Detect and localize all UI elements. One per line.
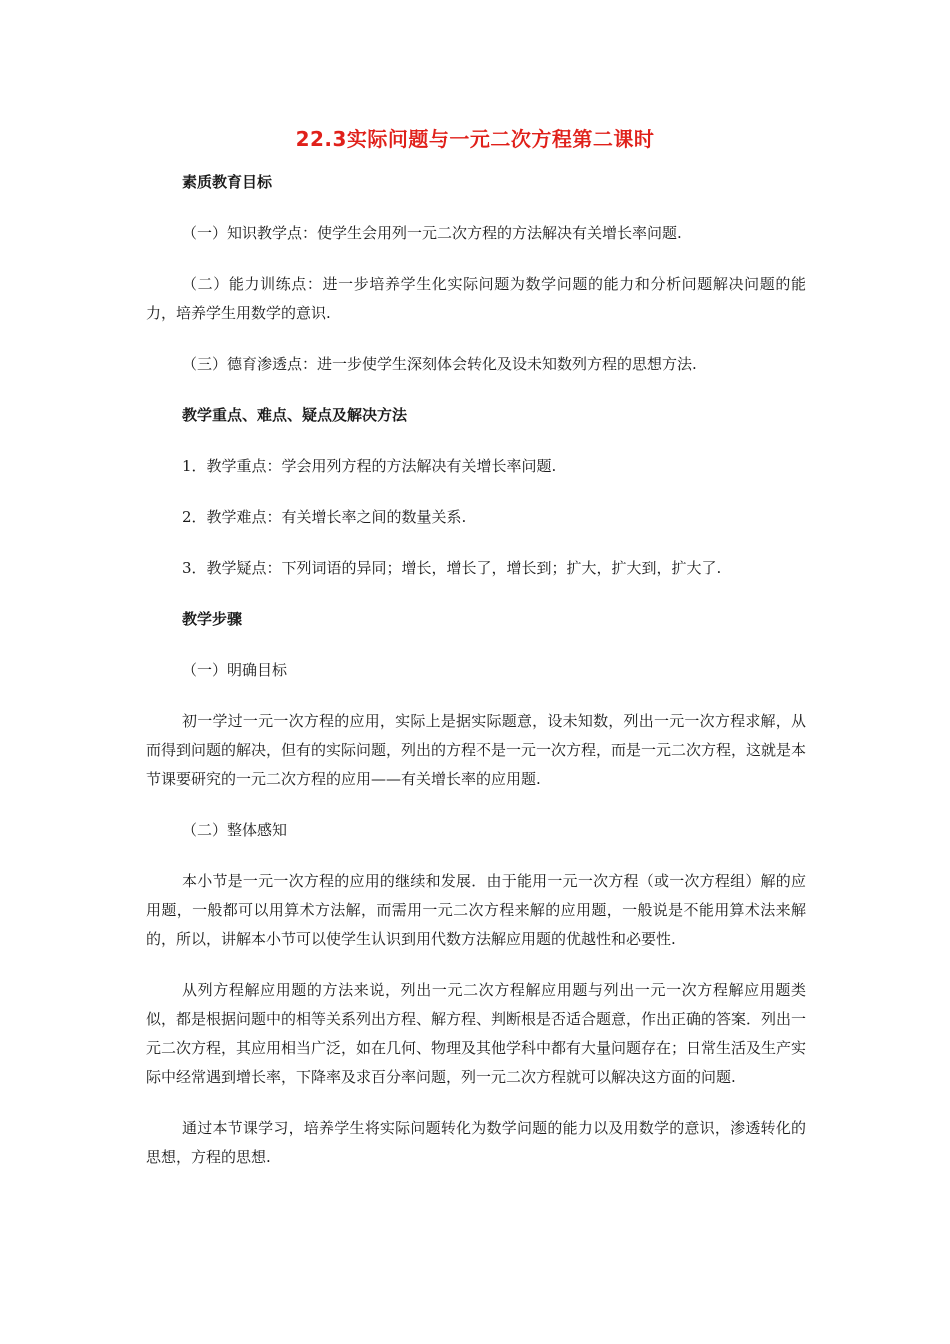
step-paragraph-1: 初一学过一元一次方程的应用，实际上是据实际题意，设未知数，列出一元一次方程求解，从而得到问题的解决，但有的实际问题，列出的方程不是一元一次方程，而是一元二次方程，这就是本节课要研究的一元二次方程的应用——有关增长率的应用题. bbox=[146, 712, 807, 788]
key-point-1: 1．教学重点：学会用列方程的方法解决有关增长率问题. bbox=[182, 457, 557, 475]
key-point-3: 3．教学疑点：下列词语的异同；增长，增长了，增长到；扩大，扩大到，扩大了. bbox=[182, 559, 722, 577]
section-heading-steps: 教学步骤 bbox=[182, 610, 243, 628]
step-paragraph-2: 本小节是一元一次方程的应用的继续和发展．由于能用一元一次方程（或一次方程组）解的应用题，一般都可以用算术方法解，而需用一元二次方程来解的应用题，一般说是不能用算术法来解的，所以，讲解本小节可以使学生认识到用代数方法解应用题的优越性和必要性. bbox=[146, 872, 806, 948]
step-paragraph-4: 通过本节课学习，培养学生将实际问题转化为数学问题的能力以及用数学的意识，渗透转化的思想，方程的思想. bbox=[146, 1119, 806, 1166]
step-paragraph-3: 从列方程解应用题的方法来说，列出一元二次方程解应用题与列出一元一次方程解应用题类似，都是根据问题中的相等关系列出方程、解方程、判断根是否适合题意，作出正确的答案．列出一元二次方程，其应用相当广泛，如在几何、物理及其他学科中都有大量问题存在；日常生活及生产实际中经常遇到增长率，下降率及求百分率问题，列一元二次方程就可以解决这方面的问题. bbox=[146, 981, 807, 1086]
section-heading-goals: 素质教育目标 bbox=[182, 173, 273, 191]
step-subheading-2: （二）整体感知 bbox=[182, 821, 288, 839]
goal-ability: （二）能力训练点：进一步培养学生化实际问题为数学问题的能力和分析问题解决问题的能力，培养学生用数学的意识. bbox=[146, 275, 806, 322]
goal-knowledge: （一）知识教学点：使学生会用列一元二次方程的方法解决有关增长率问题. bbox=[182, 224, 682, 242]
document-body bbox=[146, 168, 806, 1194]
key-point-2: 2．教学难点：有关增长率之间的数量关系. bbox=[182, 508, 467, 526]
step-subheading-1: （一）明确目标 bbox=[182, 661, 288, 679]
goal-moral: （三）德育渗透点：进一步使学生深刻体会转化及设未知数列方程的思想方法. bbox=[182, 355, 697, 373]
section-heading-key-points: 教学重点、难点、疑点及解决方法 bbox=[182, 406, 408, 424]
document-title: 22.3实际问题与一元二次方程第二课时 bbox=[295, 127, 655, 151]
